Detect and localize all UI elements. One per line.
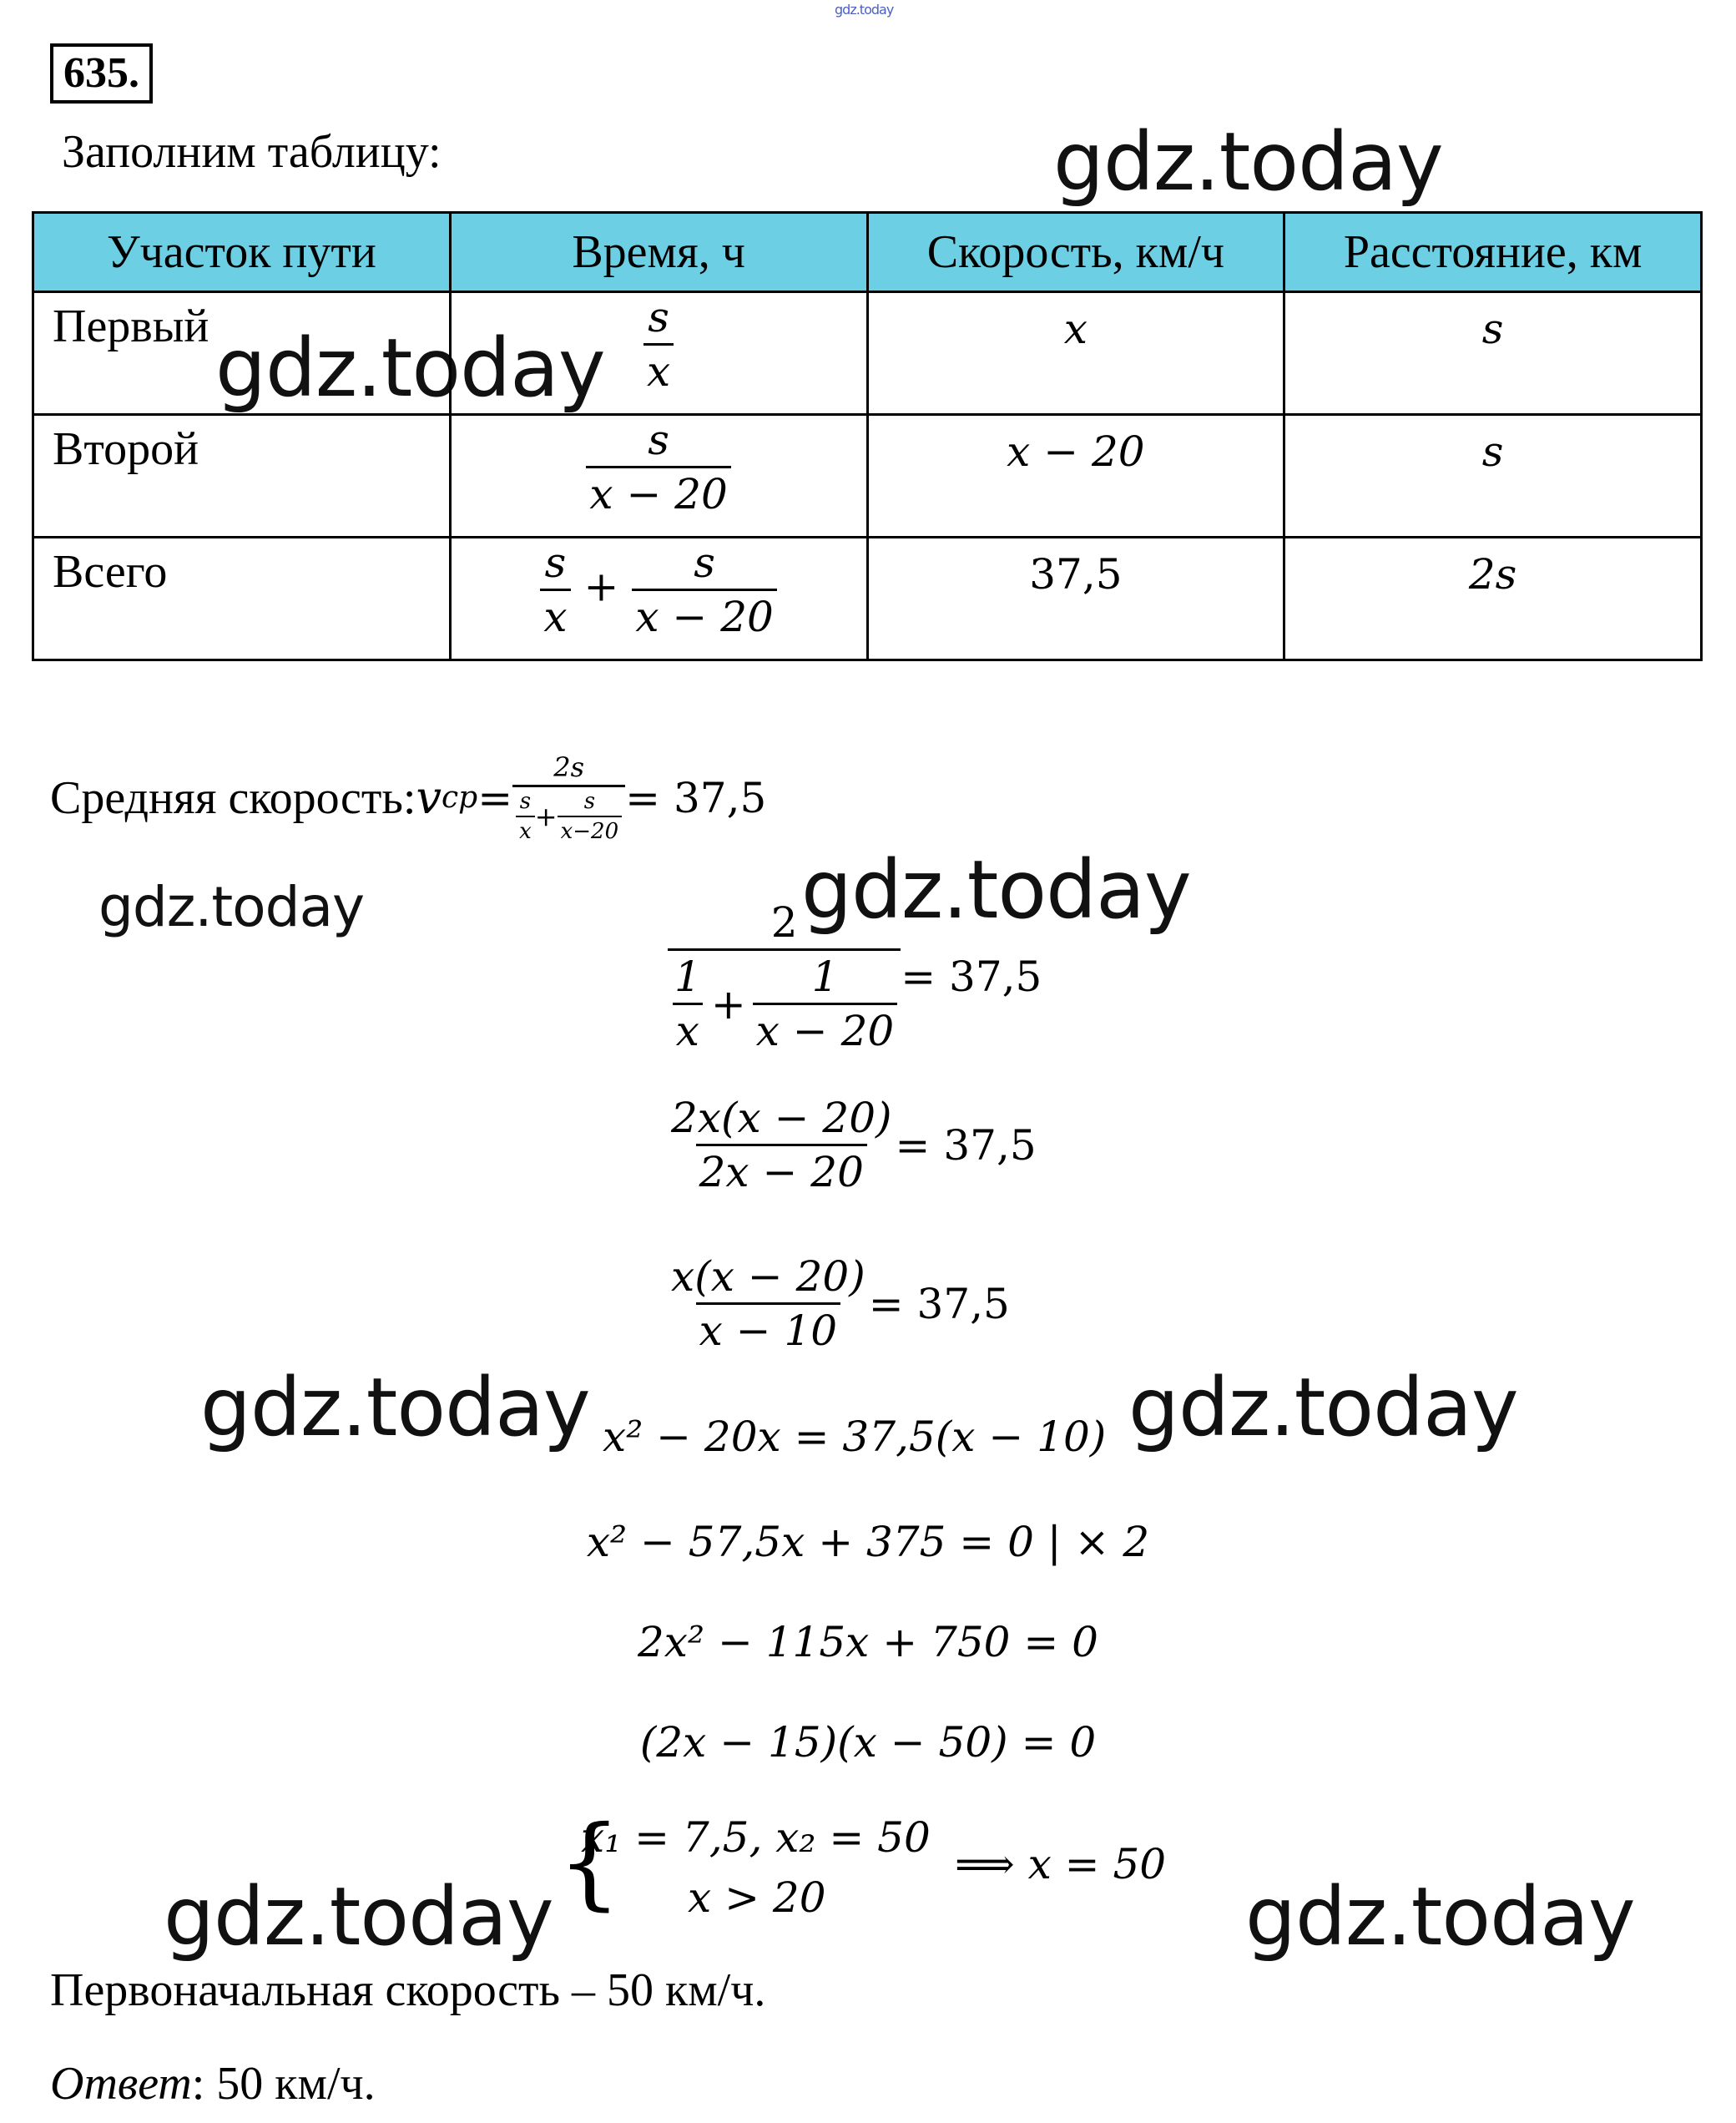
speed-value: x − 20 [1007,427,1145,476]
distance-value: 2s [1468,550,1517,599]
table-row [33,415,1702,538]
watermark: gdz.today [200,1361,590,1454]
distance-value: s [1481,427,1504,476]
equation-step-3: $\frac{x(x - 20)}{x - 10}$ = 37,5 [671,1252,1010,1355]
watermark: gdz.today [164,1870,553,1964]
time-fraction: $\frac{s}{x - 20}$ [586,416,731,518]
conclusion-text: Первоначальная скорость – 50 км/ч. [50,1964,766,2016]
equation-step-1: 2 $\frac{1}{x}$ + $\frac{1}{x - 20}$ = 37,5 [668,898,1042,1055]
system-roots: x₁ = 7,5, x₂ = 50 [581,1813,931,1862]
time-sum: $\frac{s}{x}$ + $\frac{s}{x - 20}$ [452,538,866,641]
watermark: gdz.today [1128,1361,1518,1454]
problem-number: 635. [50,43,153,104]
system-condition: x > 20 [688,1873,826,1922]
watermark-small: gdz.today [835,2,894,18]
distance-value: s [1481,305,1504,353]
watermark: gdz.today [98,875,365,939]
watermark: gdz.today [801,843,1191,937]
equation-step-4: x² − 20x = 37,5(x − 10) [603,1413,1107,1461]
intro-text: Заполним таблицу: [62,126,442,178]
row-label: Всего [53,546,168,598]
table-row [33,538,1702,660]
row-label: Второй [53,423,199,475]
table-header-row [33,213,1702,292]
speed-value: x [1063,305,1088,353]
system-result: ⟹ x = 50 [955,1840,1167,1888]
header-time: Время, ч [450,213,867,292]
equation-step-5: x² − 57,5x + 375 = 0 | × 2 [586,1518,1150,1566]
watermark: gdz.today [1053,115,1443,209]
equation-step-7: (2x − 15)(x − 50) = 0 [639,1718,1097,1767]
table-row [33,292,1702,415]
header-segment: Участок пути [33,213,451,292]
answer-label: Ответ [50,2058,192,2110]
speed-value: 37,5 [1029,550,1123,599]
row-label: Первый [53,301,209,352]
data-table [32,211,1703,661]
watermark: gdz.today [215,321,605,415]
answer-text: : 50 км/ч. [191,2058,376,2110]
average-speed-formula: Средняя скорость: v cp = 2s $\frac{s}{x}$ + $\frac{s}{x-20}$ = 37,5 [50,751,767,844]
header-distance: Расстояние, км [1284,213,1702,292]
watermark: gdz.today [1245,1870,1635,1964]
answer-line [50,2057,376,2110]
equation-step-6: 2x² − 115x + 750 = 0 [638,1618,1098,1666]
header-speed: Скорость, км/ч [867,213,1284,292]
equation-step-2: $\frac{2x(x - 20)}{2x - 20}$ = 37,5 [671,1094,1037,1196]
time-fraction: $\frac{s}{x}$ [643,293,674,396]
brace-icon: { [558,1805,622,1921]
